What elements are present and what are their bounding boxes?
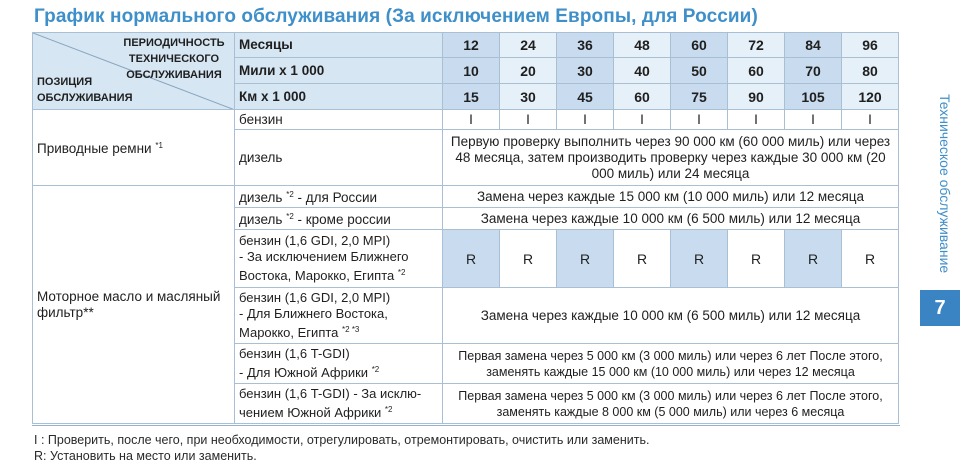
maintenance-schedule-table <box>32 32 899 424</box>
header-cell: 120 <box>842 84 899 110</box>
header-cell: 45 <box>557 84 614 110</box>
variant-line: бензин (1,6 GDI, 2,0 MPI) <box>239 290 391 305</box>
variant-fuel: дизель <box>239 212 283 227</box>
chapter-badge: 7 <box>920 290 960 326</box>
header-cell: 75 <box>671 84 728 110</box>
schedule-cell: R <box>842 230 899 288</box>
footnotes <box>34 432 649 464</box>
table-row <box>33 110 899 130</box>
variant-line: бензин (1,6 T-GDI) - За исклю- <box>239 386 422 401</box>
schedule-cell: I <box>785 110 842 130</box>
schedule-cell: R <box>614 230 671 288</box>
header-cell: 84 <box>785 33 842 58</box>
schedule-cell: R <box>557 230 614 288</box>
table-row <box>33 186 899 208</box>
header-row-months <box>33 33 899 58</box>
schedule-cell: I <box>671 110 728 130</box>
footnote-ref: *2 <box>384 405 393 414</box>
variant-label <box>235 230 443 288</box>
variant-region: - кроме россии <box>293 212 391 227</box>
row-label-miles: Мили x 1 000 <box>235 58 443 84</box>
variant-label <box>235 288 443 344</box>
schedule-cell: R <box>728 230 785 288</box>
item-engine-oil <box>33 186 235 424</box>
footnote-ref: *2 <box>286 212 294 221</box>
item-drive-belts <box>33 110 235 186</box>
footnote-r: R: Установить на место или заменить. <box>34 449 257 463</box>
schedule-text: Первая замена через 5 000 км (3 000 миль) или через 6 лет После этого, заменять каждые 8 000 км (5 000 миль) или через 6 месяца <box>443 384 899 424</box>
header-cell: 10 <box>443 58 500 84</box>
footnote-ref: *2 *3 <box>342 325 360 334</box>
schedule-text: Первая замена через 5 000 км (3 000 миль) или через 6 лет После этого, заменять каждые 15 000 км (10 000 миль) или через 12 месяца <box>443 344 899 384</box>
header-cell: 36 <box>557 33 614 58</box>
variant-line: Марокко, Египта <box>239 325 339 340</box>
header-corner <box>33 33 235 110</box>
header-cell: 12 <box>443 33 500 58</box>
header-cell: 90 <box>728 84 785 110</box>
header-cell: 70 <box>785 58 842 84</box>
header-cell: 24 <box>500 33 557 58</box>
row-label-km: Км x 1 000 <box>235 84 443 110</box>
header-cell: 20 <box>500 58 557 84</box>
variant-label: дизель <box>235 130 443 186</box>
header-cell: 50 <box>671 58 728 84</box>
header-cell: 30 <box>500 84 557 110</box>
variant-label <box>235 208 443 230</box>
schedule-cell: R <box>443 230 500 288</box>
header-cell: 72 <box>728 33 785 58</box>
schedule-cell: I <box>614 110 671 130</box>
footnote-i: I : Проверить, после чего, при необходимости, отрегулировать, отремонтировать, очистить или заменить. <box>34 433 650 447</box>
item-label: Приводные ремни <box>37 141 152 156</box>
schedule-cell: I <box>842 110 899 130</box>
footnote-ref: *2 <box>286 190 294 199</box>
variant-line: - За исключением Ближнего <box>239 249 409 264</box>
item-header-label: ПОЗИЦИЯ ОБСЛУЖИВАНИЯ <box>37 76 133 104</box>
variant-label: бензин <box>235 110 443 130</box>
schedule-cell: R <box>671 230 728 288</box>
footnote-ref: *1 <box>155 141 163 150</box>
variant-line: - Для Южной Африки <box>239 365 369 380</box>
header-cell: 30 <box>557 58 614 84</box>
variant-line: Востока, Марокко, Египта <box>239 268 395 283</box>
variant-line: чением Южной Африки <box>239 405 382 420</box>
schedule-text: Замена через каждые 10 000 км (6 500 миль) или 12 месяца <box>443 288 899 344</box>
schedule-cell: R <box>500 230 557 288</box>
header-cell: 15 <box>443 84 500 110</box>
item-label: Моторное масло и масляный фильтр** <box>37 288 221 320</box>
schedule-text: Замена через каждые 15 000 км (10 000 миль) или 12 месяца <box>443 186 899 208</box>
schedule-cell: I <box>443 110 500 130</box>
schedule-cell: I <box>500 110 557 130</box>
variant-region: - для России <box>293 190 378 205</box>
variant-line: - Для Ближнего Востока, <box>239 306 388 321</box>
schedule-cell: I <box>728 110 785 130</box>
row-label-months: Месяцы <box>235 33 443 58</box>
schedule-text: Первую проверку выполнить через 90 000 км (60 000 миль) или через 48 месяца, затем производить проверку через каждые 30 000 км (20 000 миль) или 24 месяца <box>443 130 899 186</box>
section-title-vertical: Техническое обслуживание <box>937 94 953 274</box>
interval-header-label: ПЕРИОДИЧНОСТЬ ТЕХНИЧЕСКОГО ОБСЛУЖИВАНИЯ <box>123 37 225 81</box>
variant-label <box>235 384 443 424</box>
header-cell: 105 <box>785 84 842 110</box>
footnote-ref: *2 <box>397 268 406 277</box>
header-cell: 60 <box>671 33 728 58</box>
header-cell: 80 <box>842 58 899 84</box>
header-cell: 96 <box>842 33 899 58</box>
variant-label <box>235 344 443 384</box>
variant-fuel: дизель <box>239 190 283 205</box>
header-cell: 40 <box>614 58 671 84</box>
footnote-divider <box>32 425 900 426</box>
header-cell: 60 <box>728 58 785 84</box>
schedule-cell: I <box>557 110 614 130</box>
schedule-cell: R <box>785 230 842 288</box>
variant-line: бензин (1,6 T-GDI) <box>239 346 350 361</box>
footnote-ref: *2 <box>371 365 380 374</box>
variant-label <box>235 186 443 208</box>
variant-line: бензин (1,6 GDI, 2,0 MPI) <box>239 233 391 248</box>
schedule-text: Замена через каждые 10 000 км (6 500 миль) или 12 месяца <box>443 208 899 230</box>
header-cell: 60 <box>614 84 671 110</box>
page-title: График нормального обслуживания (За исключением Европы, для России) <box>34 6 758 27</box>
header-cell: 48 <box>614 33 671 58</box>
